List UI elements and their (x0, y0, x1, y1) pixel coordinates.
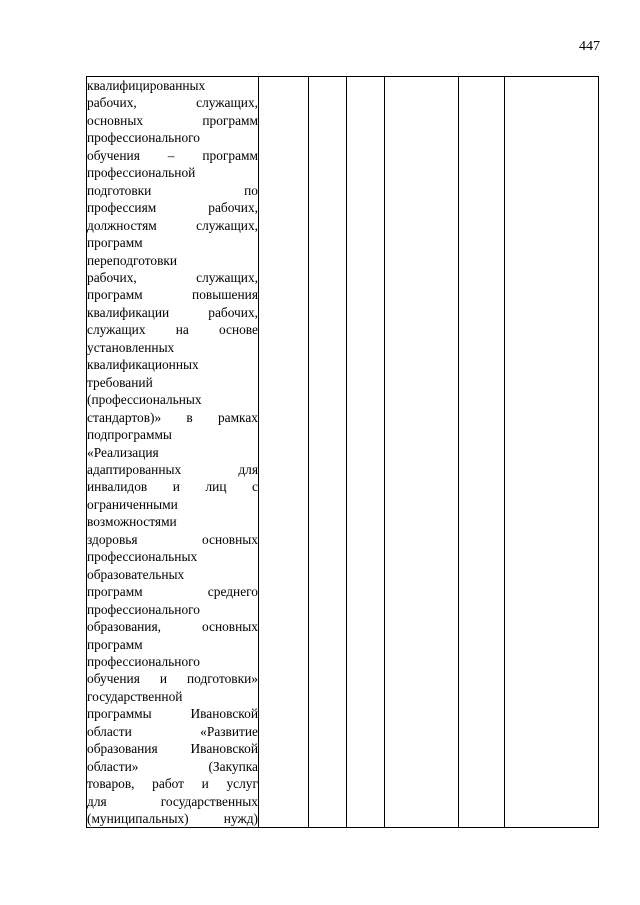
text-line: подпрограммы (87, 427, 172, 443)
empty-cell (385, 77, 459, 828)
text-line: возможностями (87, 514, 177, 530)
text-line: квалифицированных (87, 78, 206, 93)
text-line: рабочих, служащих, (87, 95, 258, 111)
text-line: здоровья основных (87, 531, 258, 547)
text-line: профессионального (87, 653, 200, 669)
text-line: для государственных (87, 793, 258, 809)
text-line: области» (Закупка (87, 758, 258, 774)
text-line: (профессиональных (87, 392, 202, 408)
empty-cell (505, 77, 599, 828)
text-line: квалификационных (87, 357, 199, 373)
text-line: служащих на основе (87, 322, 258, 338)
text-line: образовательных (87, 566, 185, 582)
text-line: (муниципальных) нужд) (87, 811, 258, 827)
text-line: программ повышения (87, 287, 258, 303)
text-line: требований (87, 374, 153, 390)
text-line: рабочих, служащих, (87, 269, 258, 285)
text-line: основных программ (87, 112, 258, 128)
text-line: переподготовки (87, 252, 178, 268)
text-line: инвалидов и лиц с (87, 479, 258, 495)
text-line: обучения и подготовки» (87, 671, 258, 687)
empty-cell (347, 77, 385, 828)
text-line: программ (87, 636, 143, 652)
text-line: профессиям рабочих, (87, 200, 258, 216)
empty-cell (309, 77, 347, 828)
text-line: установленных (87, 339, 175, 355)
page-number: 447 (579, 39, 600, 54)
text-line: государственной (87, 688, 183, 704)
text-line: профессионального (87, 130, 200, 146)
description-text (87, 77, 258, 827)
text-line: подготовки по (87, 182, 258, 198)
text-line: обучения – программ (87, 147, 258, 163)
text-line: профессиональной (87, 165, 196, 181)
text-line: квалификации рабочих, (87, 304, 258, 320)
text-line: программ среднего (87, 584, 258, 600)
text-line: профессионального (87, 601, 200, 617)
text-line: адаптированных для (87, 461, 258, 477)
text-line: образования Ивановской (87, 741, 258, 757)
empty-cell (459, 77, 505, 828)
text-line: программы Ивановской (87, 706, 258, 722)
text-line: ограниченными (87, 496, 178, 512)
text-line: стандартов)» в рамках (87, 409, 258, 425)
text-line: области «Развитие (87, 723, 258, 739)
description-cell (87, 77, 259, 828)
budget-table (86, 76, 599, 828)
empty-cell (259, 77, 309, 828)
text-line: «Реализация (87, 444, 159, 460)
table-row (87, 77, 599, 828)
text-line: товаров, работ и услуг (87, 776, 258, 792)
text-line: должностям служащих, (87, 217, 258, 233)
text-line: программ (87, 235, 143, 251)
text-line: профессиональных (87, 549, 198, 565)
text-line: образования, основных (87, 619, 258, 635)
